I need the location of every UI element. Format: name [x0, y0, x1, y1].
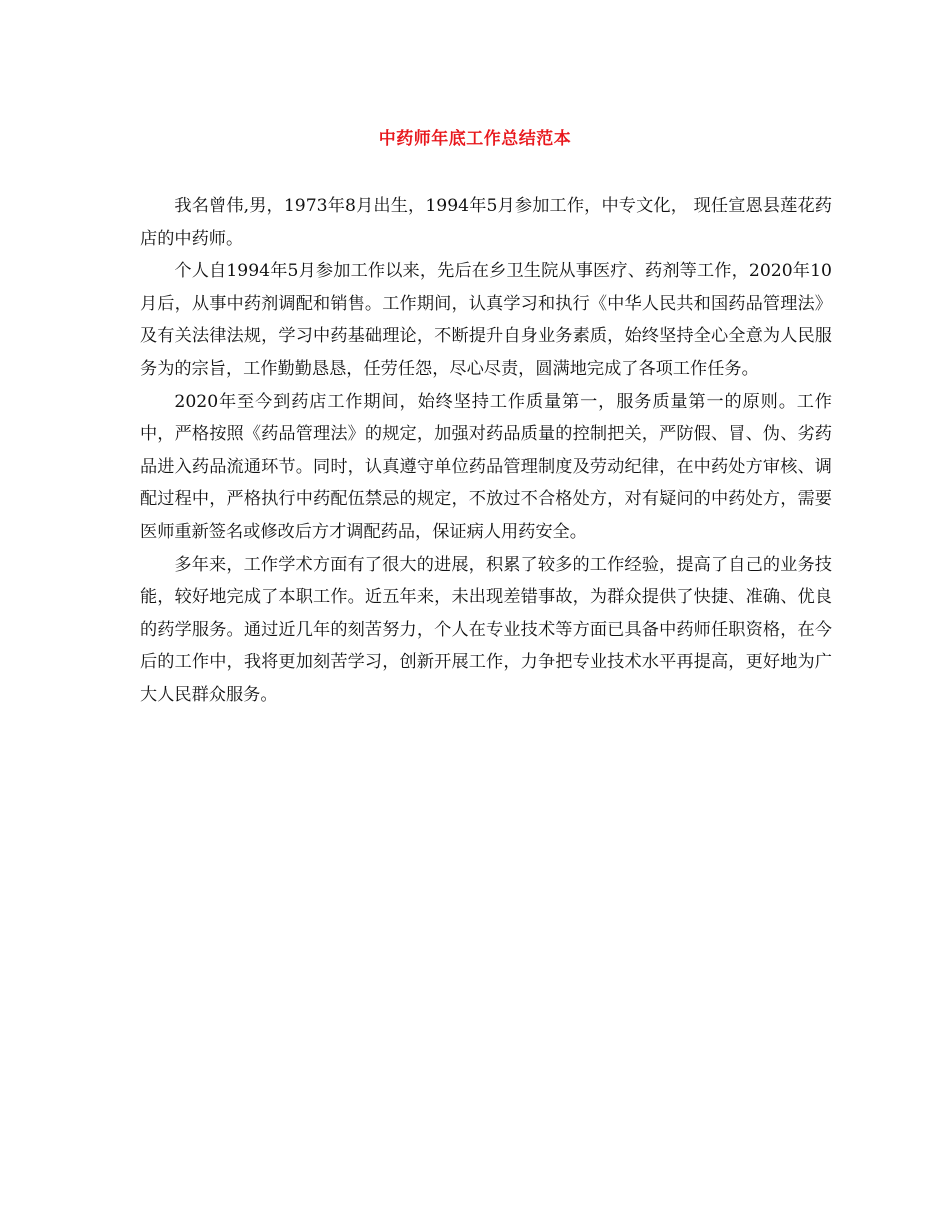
paragraph-4: 多年来，工作学术方面有了很大的进展，积累了较多的工作经验，提高了自己的业务技能，较好地完成了本职工作。近五年来，未出现差错事故，为群众提供了快捷、准确、优良的药学服务。通过近几年的刻苦努力，个人在专业技术等方面已具备中药师任职资格，在今后的工作中，我将更加刻苦学习，创新开展工作，力争把专业技术水平再提高，更好地为广大人民群众服务。: [140, 554, 832, 705]
document-title: 中药师年底工作总结范本: [378, 129, 572, 149]
paragraph-2: 个人自1994年5月参加工作以来，先后在乡卫生院从事医疗、药剂等工作，2020年10月后，从事中药剂调配和销售。工作期间，认真学习和执行《中华人民共和国药品管理法》及有关法律法规，学习中药基础理论，不断提升自身业务素质，始终坚持全心全意为人民服务为的宗旨，工作勤勤恳恳，任劳任怨，尽心尽责，圆满地完成了各项工作任务。: [140, 261, 832, 379]
paragraph-3: 2020年至今到药店工作期间，始终坚持工作质量第一，服务质量第一的原则。工作中，严格按照《药品管理法》的规定，加强对药品质量的控制把关，严防假、冒、伪、劣药品进入药品流通环节。同时，认真遵守单位药品管理制度及劳动纪律，在中药处方审核、调配过程中，严格执行中药配伍禁忌的规定，不放过不合格处方，对有疑问的中药处方，需要医师重新签名或修改后方才调配药品，保证病人用药安全。: [140, 391, 832, 542]
paragraph-1: 我名曾伟,男，1973年8月出生，1994年5月参加工作，中专文化， 现任宣恩县莲花药店的中药师。: [140, 196, 832, 249]
document-body: [140, 190, 832, 712]
